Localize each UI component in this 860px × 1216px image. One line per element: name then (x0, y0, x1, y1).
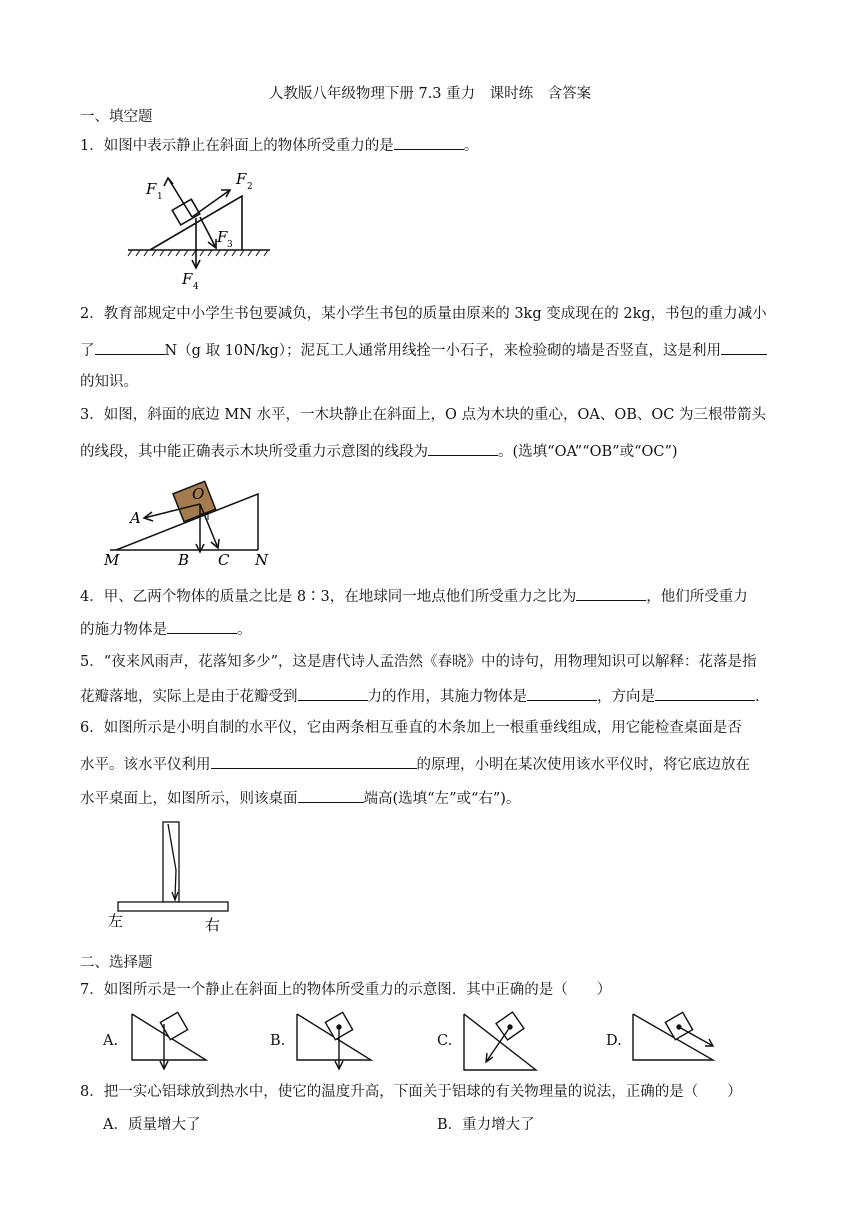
question-3-line-2 (80, 443, 678, 460)
question-4-line-2 (80, 621, 252, 638)
answer-blank[interactable] (655, 688, 755, 701)
question-5-text-a: 花瓣落地，实际上是由于花瓣受到 (80, 689, 298, 705)
q1-incline-figure (120, 160, 280, 290)
answer-blank[interactable] (167, 621, 237, 634)
question-5-line-1: 5．“夜来风雨声，花落知多少”，这是唐代诗人孟浩然《春晓》中的诗句，用物理知识可以解释：花落是指 (80, 654, 757, 670)
answer-blank[interactable] (721, 342, 767, 355)
section-choice-heading: 二、选择题 (80, 955, 153, 971)
force-label-f2: F (236, 170, 247, 188)
question-6-text-c: 水平桌面上，如图所示，则该桌面 (80, 791, 298, 807)
question-5-text-d: . (755, 689, 760, 705)
question-7: 7．如图所示是一个静止在斜面上的物体所受重力的示意图．其中正确的是（ ） (80, 982, 612, 998)
q7-option-a-label[interactable]: A. (103, 1033, 119, 1049)
force-label-f1: F (146, 180, 157, 198)
q3-incline-figure (100, 472, 280, 572)
question-5-text-b: 力的作用，其施力物体是 (367, 689, 527, 705)
q7-option-c-figure[interactable] (460, 1006, 544, 1078)
question-8: 8．把一实心铝球放到热水中，使它的温度升高，下面关于铝球的有关物理量的说法，正确的是（ ） (80, 1084, 742, 1100)
q7-option-c-label[interactable]: C. (437, 1033, 453, 1049)
point-label-c: C (218, 551, 230, 569)
force-label-f3-sub: 3 (227, 240, 233, 250)
q6-level-figure (108, 818, 228, 938)
question-4-text-a: 4．甲、乙两个物体的质量之比是 8∶3，在地球同一地点他们所受重力之比为 (80, 589, 577, 605)
question-4-text-d: 。 (237, 622, 252, 638)
force-label-f1-sub: 1 (157, 192, 163, 202)
point-label-m: M (104, 551, 120, 569)
answer-blank[interactable] (298, 790, 364, 803)
question-6-line-1: 6．如图所示是小明自制的水平仪，它由两条相互垂直的木条加上一根重垂线组成，用它能检查桌面是否 (80, 720, 742, 736)
force-label-f4-sub: 4 (193, 282, 199, 292)
force-label-f3: F (217, 228, 228, 246)
q7-option-a-figure[interactable] (128, 1006, 212, 1078)
question-2-line-2 (80, 342, 767, 359)
q7-option-d-figure[interactable] (629, 1006, 721, 1078)
answer-blank[interactable] (428, 443, 498, 456)
question-1 (80, 137, 478, 154)
force-label-f4: F (182, 270, 193, 288)
point-label-n: N (255, 551, 269, 569)
question-2-line-3: 的知识。 (80, 374, 138, 390)
answer-blank[interactable] (527, 688, 597, 701)
question-6-text-d: 端高(选填“左”或“右”)。 (363, 791, 521, 807)
question-6-line-3 (80, 790, 520, 807)
question-4-text-b: ，他们所受重力 (646, 589, 748, 605)
question-2-text-a: 了 (80, 343, 95, 359)
q8-option-b[interactable]: B．重力增大了 (437, 1117, 535, 1133)
question-4-line-1 (80, 588, 748, 605)
question-2-text-b: N（g 取 10N/kg）；泥瓦工人通常用线拴一小石子，来检验砌的墙是否竖直，这是利用 (164, 343, 722, 359)
question-3-text-a: 的线段，其中能正确表示木块所受重力示意图的线段为 (80, 444, 428, 460)
q7-option-b-label[interactable]: B. (270, 1033, 286, 1049)
force-label-f2-sub: 2 (247, 182, 253, 192)
answer-blank[interactable] (95, 342, 165, 355)
question-3-line-1: 3．如图，斜面的底边 MN 水平，一木块静止在斜面上，O 点为木块的重心，OA、OB、OC 为三根带箭头 (80, 407, 766, 423)
question-2-line-1: 2．教育部规定中小学生书包要减负，某小学生书包的质量由原来的 3kg 变成现在的 2kg，书包的重力减小 (80, 306, 767, 322)
q8-option-a[interactable]: A．质量增大了 (103, 1117, 201, 1133)
answer-blank[interactable] (576, 588, 646, 601)
question-5-line-2 (80, 688, 760, 705)
answer-blank[interactable] (298, 688, 368, 701)
q7-option-d-label[interactable]: D. (606, 1033, 622, 1049)
q7-option-b-figure[interactable] (293, 1006, 377, 1078)
level-right-label: 右 (205, 916, 221, 934)
question-6-line-2 (80, 756, 750, 773)
level-left-label: 左 (108, 912, 124, 930)
question-5-text-c: ，方向是 (597, 689, 655, 705)
question-6-text-b: 的原理，小明在某次使用该水平仪时，将它底边放在 (416, 757, 750, 773)
answer-blank[interactable] (394, 137, 464, 150)
question-4-text-c: 的施力物体是 (80, 622, 167, 638)
question-6-text-a: 水平。该水平仪利用 (80, 757, 211, 773)
point-label-o: O (192, 485, 205, 503)
question-3-text-b: 。(选填“OA”“OB”或“OC”) (498, 444, 678, 460)
answer-blank[interactable] (211, 756, 417, 769)
question-1-end: 。 (463, 138, 479, 154)
page-title: 人教版八年级物理下册 7.3 重力 课时练 含答案 (268, 86, 592, 102)
section-fill-heading: 一、填空题 (80, 109, 153, 125)
point-label-b: B (178, 551, 190, 569)
point-label-a: A (130, 509, 141, 527)
question-1-text: 1．如图中表示静止在斜面上的物体所受重力的是 (80, 138, 394, 154)
